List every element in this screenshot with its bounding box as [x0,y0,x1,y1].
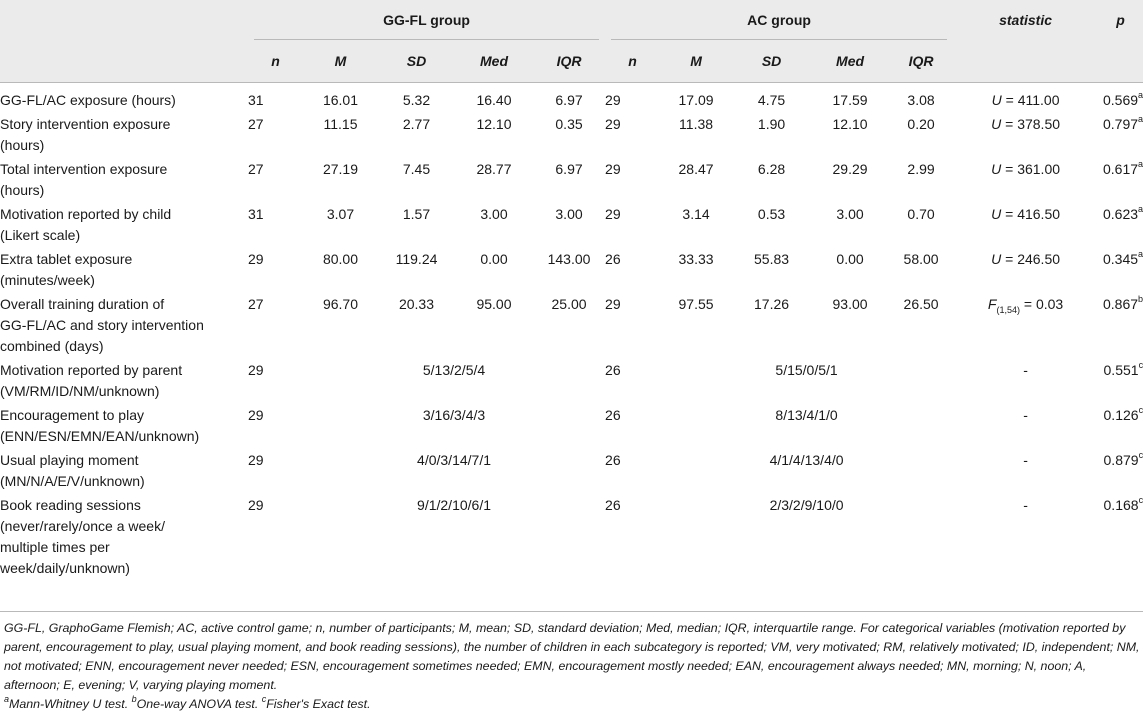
ac-n-cell: 29 [605,92,621,108]
statistic-symbol: U [991,116,1002,132]
gg-fl-iqr-cell: 6.97 [555,92,583,108]
row-label [0,291,248,357]
ac-m-cell: 97.55 [678,296,714,312]
p-value [1098,156,1143,201]
ac-n-cell: 26 [605,251,621,267]
ac-m-cell: 33.33 [678,251,714,267]
row-label-line: GG-FL/AC exposure (hours) [0,92,176,108]
gg-fl-n-cell: 31 [248,92,264,108]
row-label-line: Story intervention exposure [0,116,171,132]
row-label [0,156,248,201]
ac-sd-cell: 6.28 [757,161,786,177]
gg-fl-sd-cell: 5.32 [402,92,431,108]
statistic-value [953,156,1098,201]
blank-statistic-subheader [953,40,1098,83]
gg-fl-iqr-cell: 0.35 [555,116,583,132]
p-value-text: 0.168 [1103,497,1139,513]
row-label-line: Total intervention exposure [0,161,168,177]
row-label-line: (minutes/week) [0,272,95,288]
statistic-value: - [1023,407,1028,423]
gg-fl-iqr-cell: 143.00 [547,251,591,267]
statistic-value [953,246,1098,291]
row-label-line: (VM/RM/ID/NM/unknown) [0,383,160,399]
row-label-line: Extra tablet exposure [0,251,133,267]
ac-iqr-cell: 0.70 [907,206,935,222]
ac-sd-cell: 1.90 [757,116,786,132]
p-value-text: 0.623 [1103,206,1139,222]
table-row [0,111,1143,156]
p-value-text: 0.867 [1103,296,1139,312]
p-test-marker: a [1138,90,1143,101]
gg-fl-m-cell: 80.00 [322,251,359,267]
statistic-symbol: U [991,206,1002,222]
test-b-text: One-way ANOVA test. [136,697,259,711]
p-test-marker: c [1138,405,1143,416]
g2-iqr-header: IQR [889,40,953,83]
group-header-row [0,0,1143,40]
ac-sd-cell: 55.83 [754,251,790,267]
table-row [0,83,1143,112]
row-label-line: GG-FL/AC and story intervention [0,317,204,333]
gg-fl-n-cell: 29 [248,497,264,513]
ac-m-cell: 3.14 [682,206,710,222]
gg-fl-sd-cell: 1.57 [402,206,431,222]
ac-iqr-cell: 2.99 [907,161,935,177]
statistic-number: = 416.50 [1001,206,1061,222]
ac-iqr-cell: 58.00 [903,251,939,267]
table-row [0,291,1143,357]
ac-m-cell: 11.38 [679,116,714,132]
g2-sd-header: SD [732,40,811,83]
gg-fl-n-cell: 29 [248,251,264,267]
gg-fl-med-cell: 3.00 [480,206,508,222]
gg-fl-m-cell: 16.01 [322,92,359,108]
statistic-value: - [1023,362,1028,378]
row-label-line: Motivation reported by parent [0,362,183,378]
gg-fl-sd-cell: 2.77 [402,116,431,132]
table-row [0,246,1143,291]
gg-fl-n-cell: 27 [248,161,264,177]
p-value-text: 0.126 [1103,407,1139,423]
row-label-line: (MN/N/A/E/V/unknown) [0,473,145,489]
gg-fl-counts-cell: 5/13/2/5/4 [422,362,486,378]
statistic-value: - [1023,497,1028,513]
ac-sd-cell: 17.26 [754,296,790,312]
p-value-text: 0.617 [1103,161,1139,177]
ac-med-cell: 29.29 [832,161,868,177]
gg-fl-n-cell: 29 [248,452,264,468]
row-label-line: Encouragement to play [0,407,144,423]
gg-fl-m-cell: 96.70 [322,296,359,312]
p-value-text: 0.879 [1103,452,1139,468]
p-test-marker: a [1138,249,1143,260]
gg-fl-sd-cell: 119.24 [395,251,438,267]
ac-med-cell: 3.00 [836,206,864,222]
ac-med-cell: 17.59 [832,92,868,108]
table-row [0,357,1143,402]
table-body [0,83,1143,580]
p-value [1098,201,1143,246]
statistic-value [953,201,1098,246]
p-value [1098,83,1143,112]
gg-fl-counts-cell: 9/1/2/10/6/1 [417,497,491,513]
p-value-text: 0.551 [1103,362,1139,378]
statistic-symbol: F [987,296,997,312]
gg-fl-iqr-cell: 6.97 [555,161,583,177]
statistic-number: = 0.03 [1020,296,1064,312]
statistic-df: (1,54) [996,304,1020,315]
statistic-symbol: U [991,161,1002,177]
row-label-line: (never/rarely/once a week/ [0,518,165,534]
statistic-number: = 411.00 [1001,92,1060,108]
row-label [0,201,248,246]
test-c-marker: c [261,693,267,704]
table-footnote [0,611,1143,714]
gg-fl-m-cell: 11.15 [323,116,358,132]
p-value [1098,357,1143,402]
blank-subheader-cell [0,40,248,83]
test-a-text: Mann-Whitney U test. [9,697,129,711]
row-label [0,447,248,492]
statistic-value: - [1023,452,1028,468]
gg-fl-counts-cell: 3/16/3/4/3 [422,407,486,423]
p-value-text: 0.569 [1103,92,1139,108]
ac-counts-cell: 8/13/4/1/0 [775,407,838,423]
row-label-line: week/daily/unknown) [0,560,130,576]
gg-fl-n-cell: 27 [248,296,264,312]
p-test-marker: a [1138,204,1143,215]
gg-fl-iqr-cell: 25.00 [551,296,587,312]
gg-fl-med-cell: 0.00 [480,251,508,267]
statistic-value [953,291,1098,357]
blank-p-subheader [1098,40,1143,83]
g1-iqr-header: IQR [533,40,605,83]
g2-m-header: M [660,40,732,83]
gg-fl-iqr-cell: 3.00 [555,206,583,222]
statistic-number: = 361.00 [1001,161,1061,177]
row-label-line: (hours) [0,182,45,198]
ac-n-cell: 29 [605,206,621,222]
g1-m-header: M [303,40,378,83]
ac-counts-cell: 4/1/4/13/4/0 [769,452,844,468]
ac-n-cell: 26 [605,407,621,423]
ac-iqr-cell: 0.20 [907,116,935,132]
row-label [0,492,248,579]
gg-fl-n-cell: 29 [248,407,264,423]
gg-fl-n-cell: 29 [248,362,264,378]
test-c-text: Fisher's Exact test. [266,697,371,711]
gg-fl-sd-cell: 7.45 [402,161,431,177]
g2-n-header: n [605,40,660,83]
row-label-line: Usual playing moment [0,452,139,468]
row-label-line: (ENN/ESN/EMN/EAN/unknown) [0,428,200,444]
ac-n-cell: 26 [605,497,621,513]
statistic-header: statistic [999,12,1053,28]
p-value [1098,111,1143,156]
ac-n-cell: 26 [605,452,621,468]
ac-med-cell: 0.00 [836,251,864,267]
p-value [1098,246,1143,291]
p-value-text: 0.345 [1103,251,1139,267]
p-test-marker: b [1138,294,1143,305]
gg-fl-med-cell: 28.77 [476,161,512,177]
p-value [1098,402,1143,447]
row-label-line: (hours) [0,137,45,153]
ac-n-cell: 29 [605,116,621,132]
g1-med-header: Med [455,40,533,83]
row-label-line: Book reading sessions [0,497,141,513]
row-label-line: Motivation reported by child [0,206,172,222]
gg-fl-sd-cell: 20.33 [398,296,435,312]
tests-note [4,695,1143,714]
row-label-line: (Likert scale) [0,227,81,243]
ac-sd-cell: 0.53 [757,206,786,222]
p-test-marker: a [1138,159,1143,170]
row-label-line: multiple times per [0,539,110,555]
ac-m-cell: 28.47 [678,161,714,177]
p-value-text: 0.797 [1103,116,1139,132]
table-row [0,492,1143,579]
ac-med-cell: 12.10 [832,116,868,132]
table-row [0,402,1143,447]
gg-fl-m-cell: 3.07 [326,206,355,222]
ac-m-cell: 17.09 [678,92,714,108]
row-label [0,357,248,402]
g1-n-header: n [248,40,303,83]
row-label [0,111,248,156]
statistic-number: = 378.50 [1001,116,1061,132]
ac-counts-cell: 5/15/0/5/1 [775,362,838,378]
gg-fl-med-cell: 16.40 [476,92,512,108]
statistic-number: = 246.50 [1001,251,1061,267]
ac-iqr-cell: 3.08 [907,92,935,108]
gg-fl-counts-cell: 4/0/3/14/7/1 [417,452,491,468]
gg-fl-n-cell: 31 [248,206,264,222]
gg-fl-m-cell: 27.19 [322,161,359,177]
gg-fl-n-cell: 27 [248,116,264,132]
blank-header-cell [0,0,248,40]
g1-sd-header: SD [378,40,455,83]
row-label [0,402,248,447]
ac-iqr-cell: 26.50 [903,296,939,312]
ac-med-cell: 93.00 [832,296,868,312]
table-row [0,447,1143,492]
abbreviations-note: GG-FL, GraphoGame Flemish; AC, active control game; n, number of participants; M, mean; SD, standard deviation; Med, median; IQR, interquartile range. For categorical variables (motivation reported by parent, encouragement to play, usual playing moment, and book reading sessions), the number of children in each subcategory is reported; VM, very motivated; RM, relatively motivated; ID, independent; NM, not motivated; ENN, encouragement never needed; ESN, encouragement sometimes needed; EMN, encouragement mostly needed; EAN, encouragement always needed; MN, morning; N, noon; A, afternoon; E, evening; V, varying playing moment. [4,621,1140,692]
p-test-marker: c [1138,360,1143,371]
ac-sd-cell: 4.75 [757,92,786,108]
test-b-marker: b [131,693,137,704]
row-label [0,246,248,291]
ac-group-header: AC group [605,0,953,40]
p-test-marker: c [1138,450,1143,461]
p-header: p [1116,12,1125,28]
statistic-symbol: U [991,251,1002,267]
gg-fl-med-cell: 12.10 [476,116,512,132]
p-value [1098,291,1143,357]
statistic-symbol: U [991,92,1002,108]
ac-n-cell: 26 [605,362,621,378]
row-label [0,83,248,112]
gg-fl-med-cell: 95.00 [476,296,512,312]
row-label-line: Overall training duration of [0,296,165,312]
row-label-line: combined (days) [0,338,104,354]
test-a-marker: a [4,693,10,704]
ac-n-cell: 29 [605,296,621,312]
table-row [0,201,1143,246]
p-test-marker: a [1138,114,1143,125]
gg-fl-group-header: GG-FL group [248,0,605,40]
p-value [1098,447,1143,492]
ac-n-cell: 29 [605,161,621,177]
g2-med-header: Med [811,40,889,83]
statistic-value [953,83,1098,112]
table-row [0,156,1143,201]
p-test-marker: c [1138,495,1143,506]
subheader-row [0,40,1143,83]
ac-counts-cell: 2/3/2/9/10/0 [769,497,844,513]
statistic-value [953,111,1098,156]
p-value [1098,492,1143,579]
